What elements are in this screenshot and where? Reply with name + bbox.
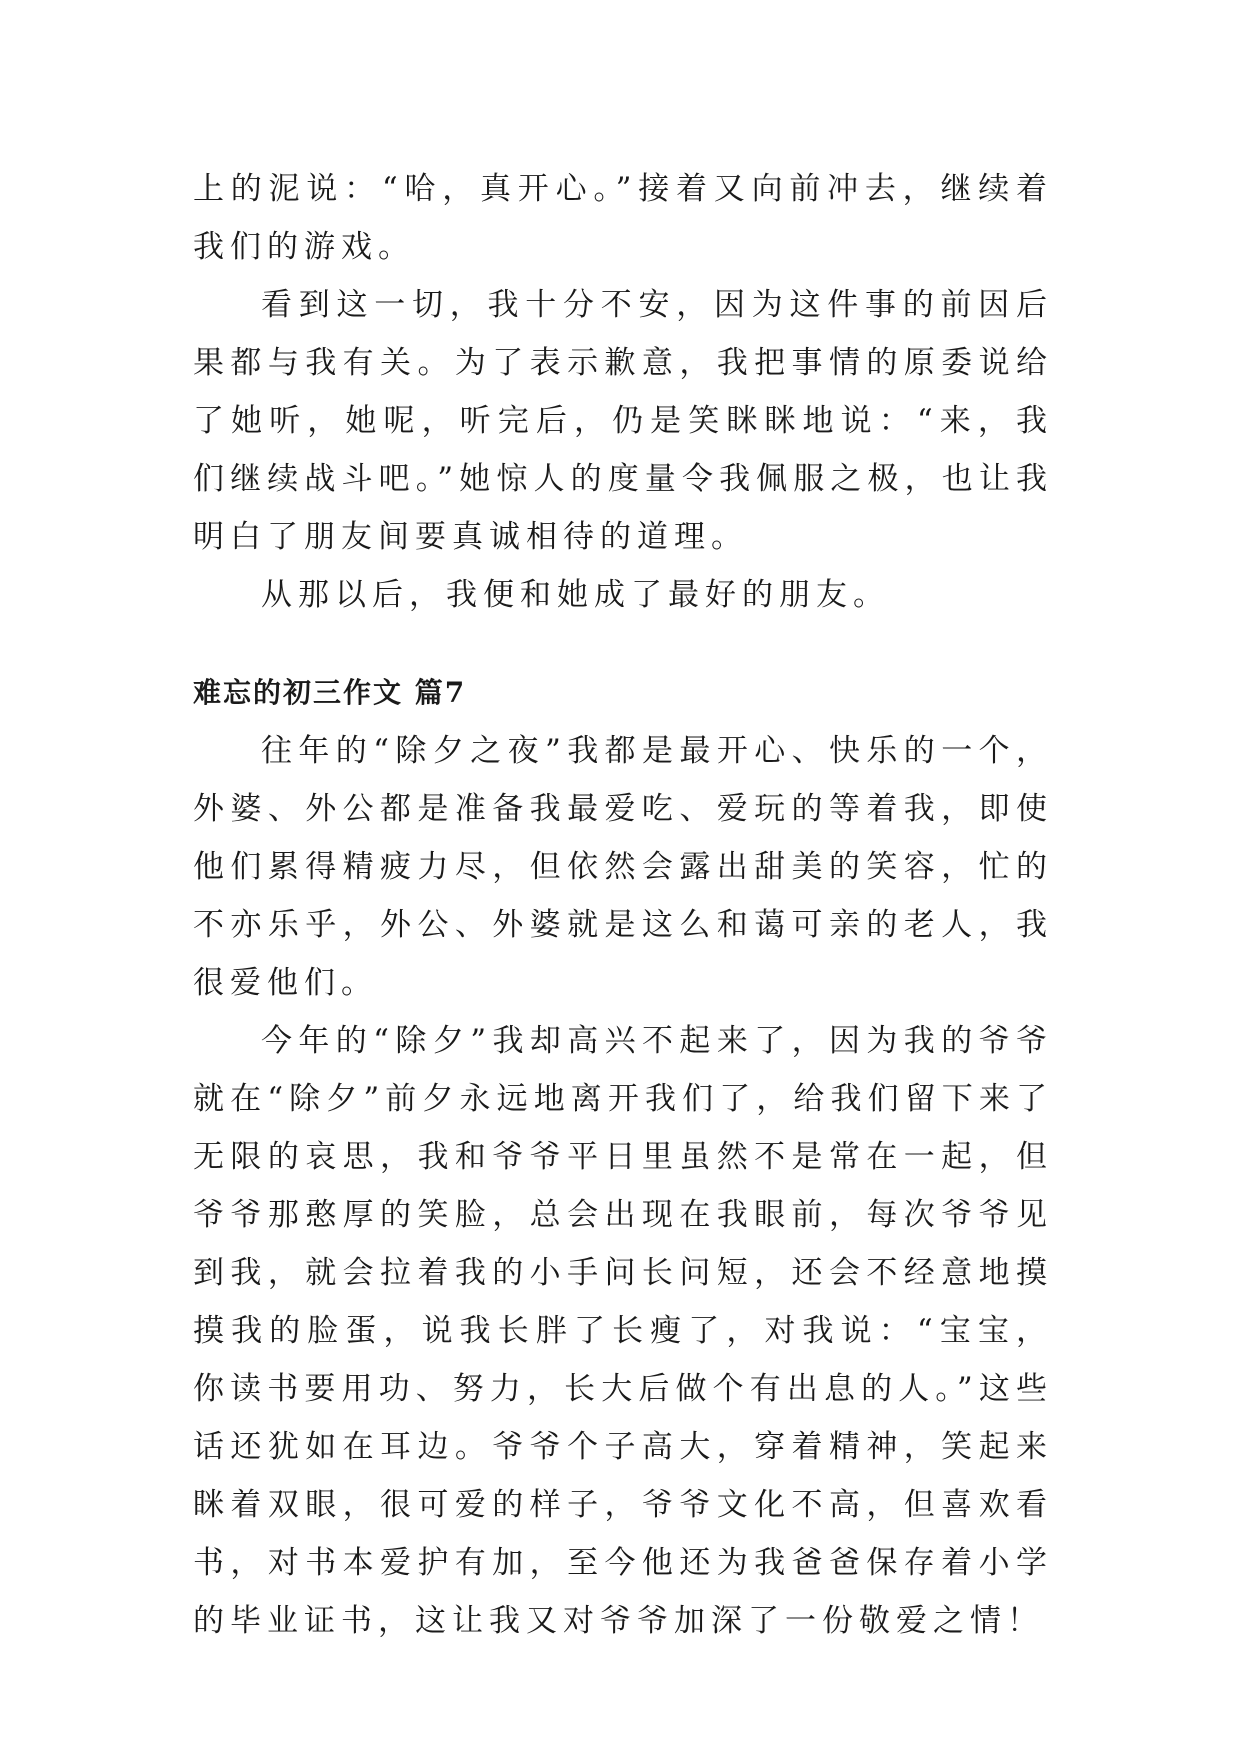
paragraph-grandpa: 今年的“除夕”我却高兴不起来了，因为我的爷爷就在“除夕”前夕永远地离开我们了，给我们留下来了无限的哀思，我和爷爷平日里虽然不是常在一起，但爷爷那憨厚的笑脸，总会出现在我眼前，每次爷爷见到我，就会拉着我的小手问长问短，还会不经意地摸摸我的脸蛋，说我长胖了长瘦了，对我说：“宝宝，你读书要用功、努力，长大后做个有出息的人。”这些话还犹如在耳边。爷爷个子高大，穿着精神，笑起来眯着双眼，很可爱的样子，爷爷文化不高，但喜欢看书，对书本爱护有加，至今他还为我爸爸保存着小学的毕业证书，这让我又对爷爷加深了一份敬爱之情！ (193, 1023, 1053, 1639)
paragraph-continuation: 上的泥说：“哈，真开心。”接着又向前冲去，继续着我们的游戏。 (193, 171, 1053, 265)
paragraph-new-year-eve: 往年的“除夕之夜”我都是最开心、快乐的一个，外婆、外公都是准备我最爱吃、爱玩的等着我，即使他们累得精疲力尽，但依然会露出甜美的笑容，忙的不亦乐乎，外公、外婆就是这么和蔼可亲的老人，我很爱他们。 (193, 733, 1053, 1001)
document-page (193, 160, 1053, 1650)
section-title: 难忘的初三作文 篇7 (193, 676, 467, 709)
paragraph-friendship: 从那以后，我便和她成了最好的朋友。 (261, 577, 890, 613)
paragraph-apology: 看到这一切，我十分不安，因为这件事的前因后果都与我有关。为了表示歉意，我把事情的原委说给了她听，她呢，听完后，仍是笑眯眯地说：“来，我们继续战斗吧。”她惊人的度量令我佩服之极，也让我明白了朋友间要真诚相待的道理。 (193, 287, 1053, 555)
